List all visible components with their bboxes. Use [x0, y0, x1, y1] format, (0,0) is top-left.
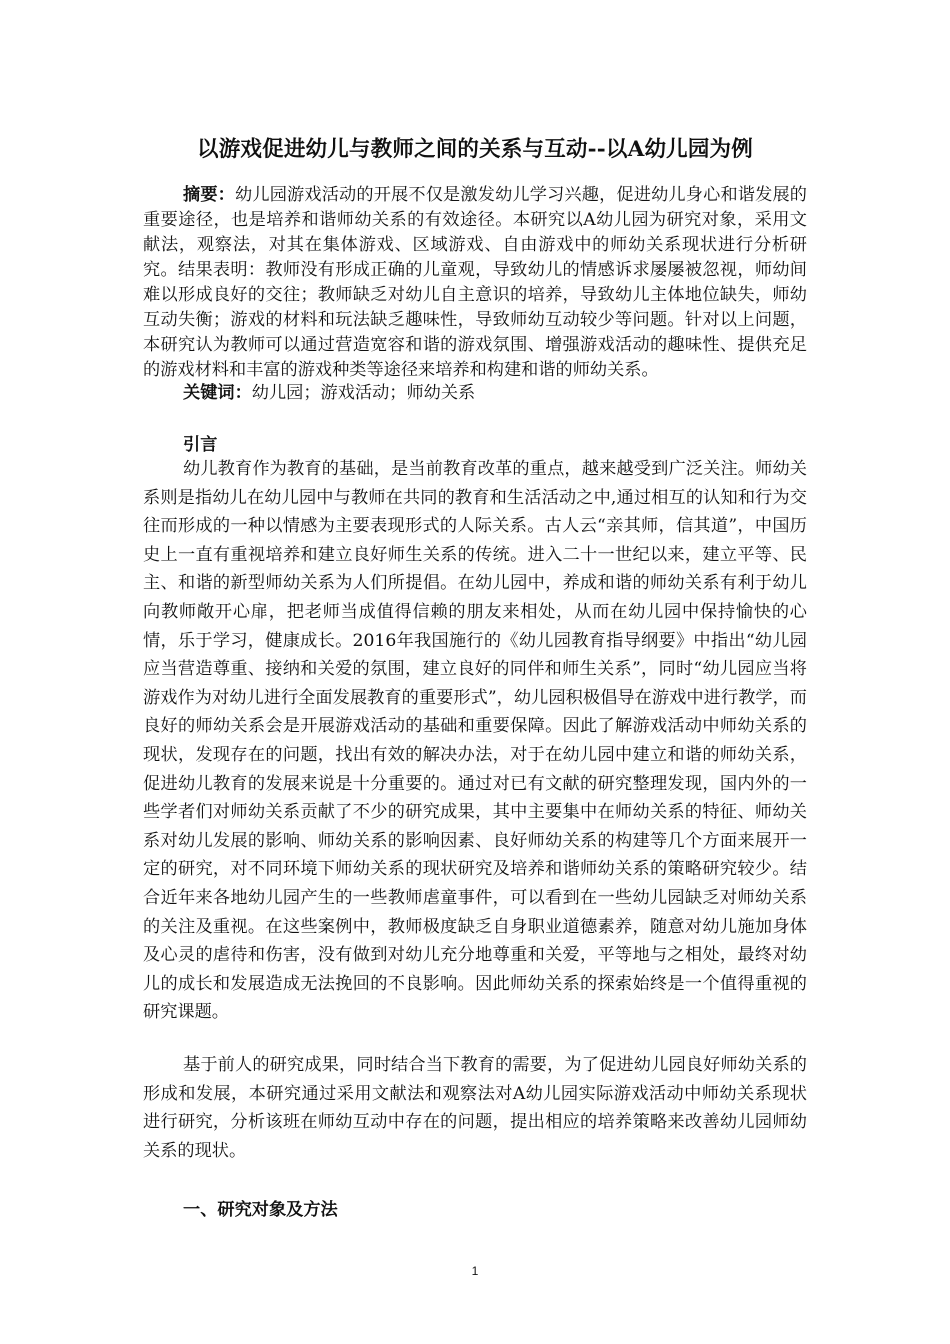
section-heading-1: 一、研究对象及方法 [183, 1200, 338, 1220]
intro-paragraph-1: 幼儿教育作为教育的基础，是当前教育改革的重点，越来越受到广泛关注。师幼关系则是指幼儿在幼儿园中与教师在共同的教育和生活活动之中,通过相互的认知和行为交往而形成的一种以情感为主要表现形式的人际关系。古人云“亲其师，信其道”，中国历史上一直有重视培养和建立良好师生关系的传统。进入二十一世纪以来，建立平等、民主、和谐的新型师幼关系为人们所提倡。在幼儿园中，养成和谐的师幼关系有利于幼儿向教师敞开心扉，把老师当成值得信赖的朋友来相处，从而在幼儿园中保持愉快的心情，乐于学习，健康成长。2016年我国施行的《幼儿园教育指导纲要》中指出“幼儿园应当营造尊重、接纳和关爱的氛围，建立良好的同伴和师生关系”，同时“幼儿园应当将游戏作为对幼儿进行全面发展教育的重要形式”，幼儿园积极倡导在游戏中进行教学，而良好的师幼关系会是开展游戏活动的基础和重要保障。因此了解游戏活动中师幼关系的现状，发现存在的问题，找出有效的解决办法，对于在幼儿园中建立和谐的师幼关系，促进幼儿教育的发展来说是十分重要的。通过对已有文献的研究整理发现，国内外的一些学者们对师幼关系贡献了不少的研究成果，其中主要集中在师幼关系的特征、师幼关系对幼儿发展的影响、师幼关系的影响因素、良好师幼关系的构建等几个方面来展开一定的研究，对不同环境下师幼关系的现状研究及培养和谐师幼关系的策略研究较少。结合近年来各地幼儿园产生的一些教师虐童事件，可以看到在一些幼儿园缺乏对师幼关系的关注及重视。在这些案例中，教师极度缺乏自身职业道德素养，随意对幼儿施加身体及心灵的虐待和伤害，没有做到对幼儿充分地尊重和关爱，平等地与之相处，最终对幼儿的成长和发展造成无法挽回的不良影响。因此师幼关系的探索始终是一个值得重视的研究课题。 [143, 459, 807, 1023]
paper-title: 以游戏促进幼儿与教师之间的关系与互动--以A幼儿园为例 [197, 137, 753, 163]
page-number: 1 [471, 1264, 479, 1278]
keywords-label: 关键词： [183, 383, 252, 403]
abstract-label: 摘要： [183, 185, 236, 205]
keywords [183, 381, 475, 406]
intro-paragraph-2: 基于前人的研究成果，同时结合当下教育的需要，为了促进幼儿园良好师幼关系的形成和发展，本研究通过采用文献法和观察法对A幼儿园实际游戏活动中师幼关系现状进行研究，分析该班在师幼互动中存在的问题，提出相应的培养策略来改善幼儿园师幼关系的现状。 [143, 1055, 807, 1161]
keywords-text: 幼儿园；游戏活动；师幼关系 [251, 383, 476, 403]
abstract [143, 183, 807, 383]
abstract-text: 幼儿园游戏活动的开展不仅是激发幼儿学习兴趣，促进幼儿身心和谐发展的重要途径，也是培养和谐师幼关系的有效途径。本研究以A幼儿园为研究对象，采用文献法，观察法，对其在集体游戏、区域游戏、自由游戏中的师幼关系现状进行分析研究。结果表明：教师没有形成正确的儿童观，导致幼儿的情感诉求屡屡被忽视，师幼间难以形成良好的交往；教师缺乏对幼儿自主意识的培养，导致幼儿主体地位缺失，师幼互动失衡；游戏的材料和玩法缺乏趣味性，导致师幼互动较少等问题。针对以上问题，本研究认为教师可以通过营造宽容和谐的游戏氛围、增强游戏活动的趣味性、提供充足的游戏材料和丰富的游戏种类等途径来培养和构建和谐的师幼关系。 [143, 185, 807, 380]
intro-heading: 引言 [183, 435, 218, 455]
